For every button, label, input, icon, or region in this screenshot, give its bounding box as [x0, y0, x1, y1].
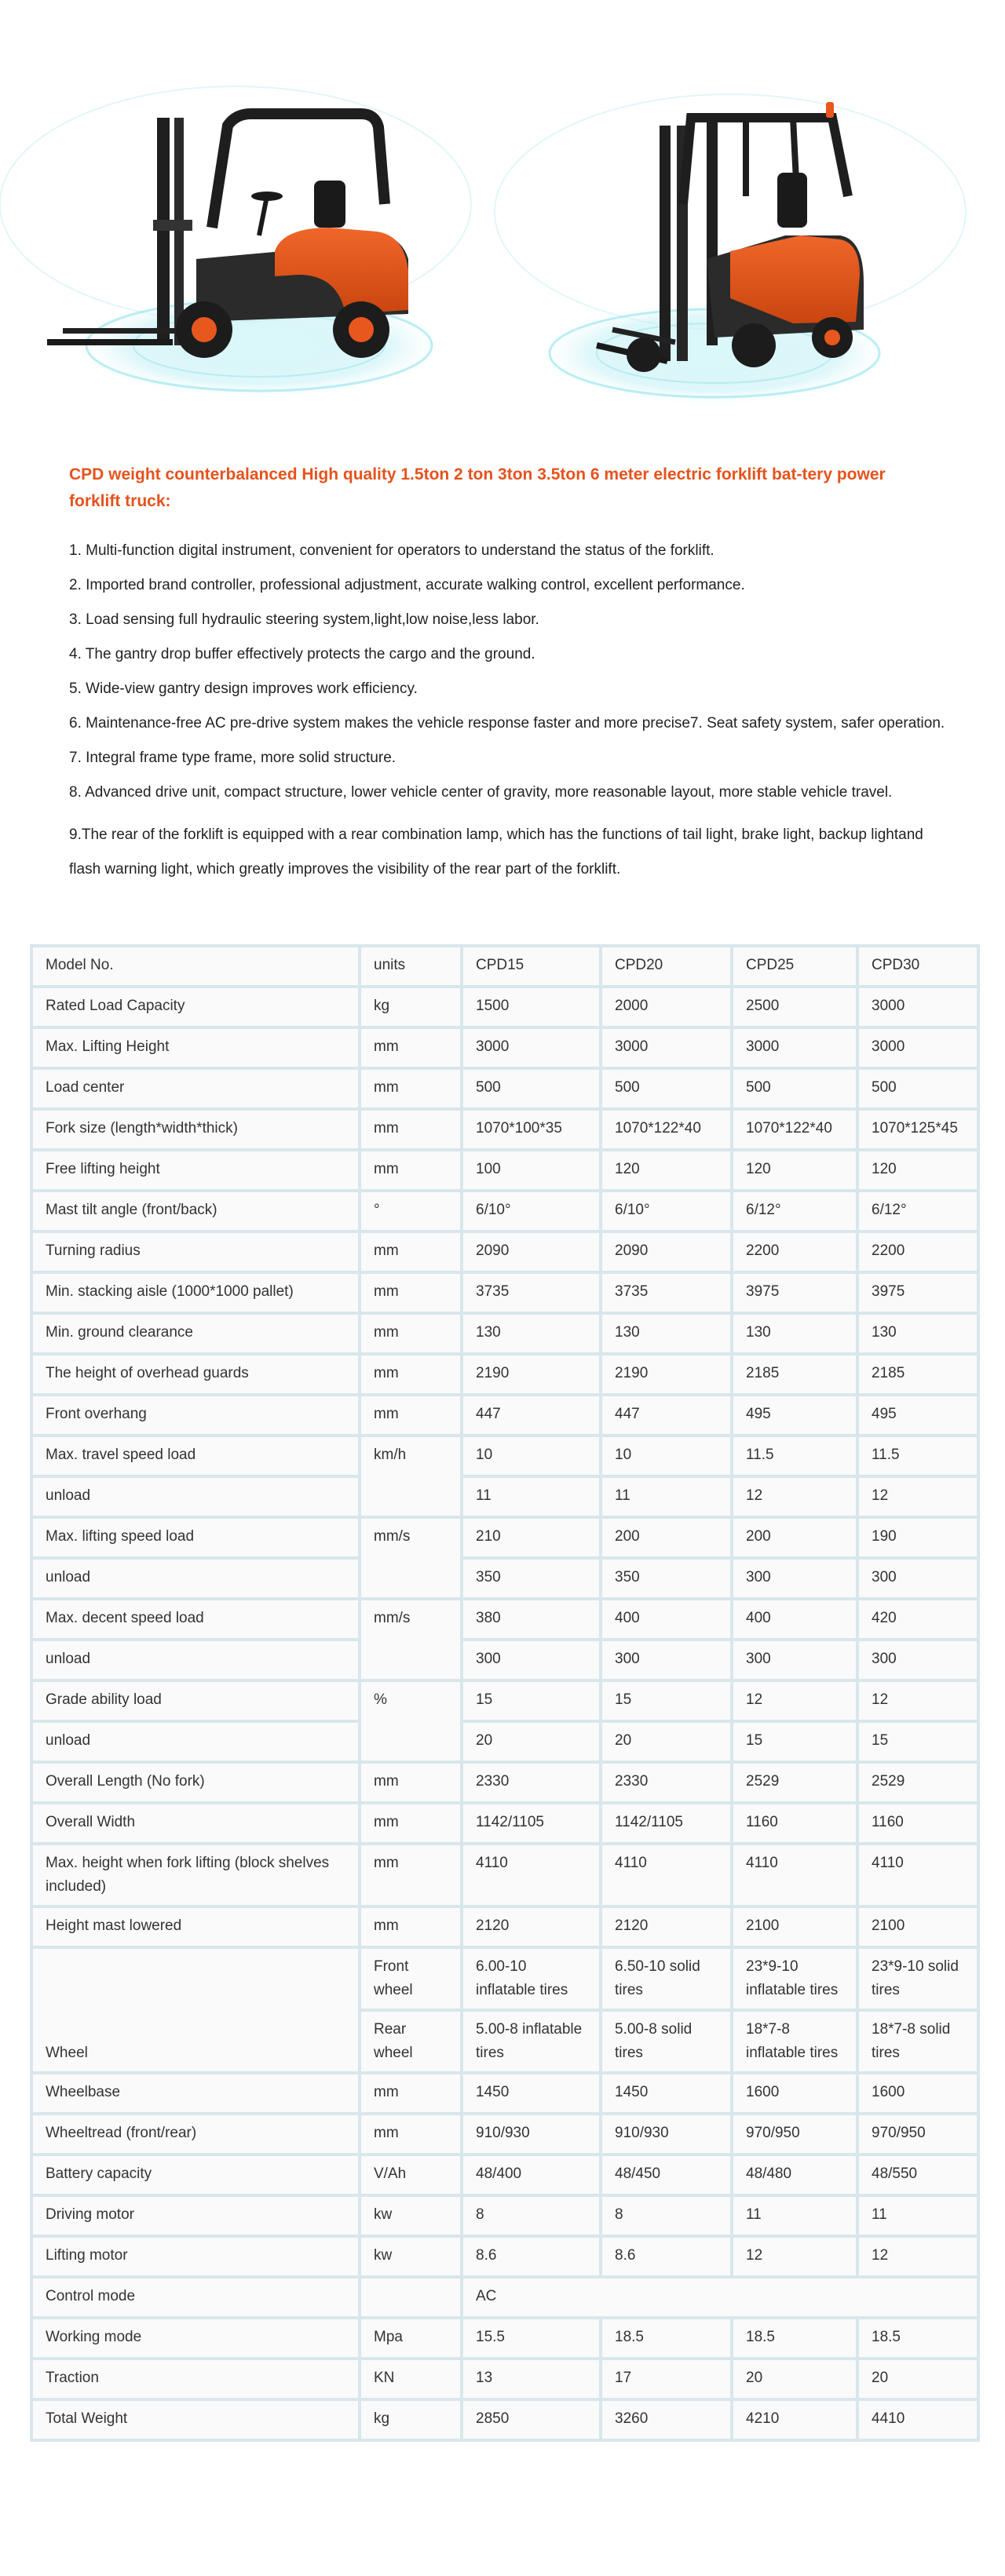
product-title: CPD weight counterbalanced High quality 1.5ton 2 ton 3ton 3.5ton 6 meter electric forklift bat-tery power forklift truck:	[69, 465, 886, 510]
table-cell: 6/10°	[462, 1191, 601, 1231]
table-cell: 400	[601, 1599, 732, 1640]
table-row	[31, 1680, 978, 1721]
table-cell: Overall Length (No fork)	[31, 1762, 360, 1803]
table-cell: 6.00-10 inflatable tires	[462, 1947, 601, 2010]
table-cell: mm	[360, 2114, 462, 2155]
table-row	[31, 1844, 978, 1906]
table-cell: 15	[462, 1680, 601, 1721]
table-cell: 11	[462, 1476, 601, 1517]
table-cell: unload	[31, 1476, 360, 1517]
table-row	[31, 946, 978, 987]
table-cell: 130	[601, 1313, 732, 1354]
table-cell: 1600	[857, 2073, 978, 2114]
table-cell: 2090	[462, 1231, 601, 1272]
table-cell: mm	[360, 1803, 462, 1844]
table-cell: 15	[732, 1721, 857, 1762]
table-cell: Mast tilt angle (front/back)	[31, 1191, 360, 1231]
table-cell: Lifting motor	[31, 2236, 360, 2277]
table-cell: mm/s	[360, 1517, 462, 1599]
table-cell: 130	[857, 1313, 978, 1354]
table-cell: 2529	[857, 1762, 978, 1803]
table-cell: Max. decent speed load	[31, 1599, 360, 1640]
table-cell: 4210	[732, 2399, 857, 2440]
table-cell: 11	[732, 2195, 857, 2236]
table-cell: 3975	[857, 1272, 978, 1313]
table-row	[31, 2399, 978, 2440]
table-cell: 12	[857, 2236, 978, 2277]
table-cell: 11.5	[732, 1436, 857, 1476]
table-cell: 2529	[732, 1762, 857, 1803]
table-cell: mm	[360, 1027, 462, 1068]
forklift-illustration	[0, 0, 1005, 424]
table-cell: 12	[857, 1476, 978, 1517]
table-cell: 2090	[601, 1231, 732, 1272]
table-cell: 4110	[462, 1844, 601, 1906]
table-row	[31, 1803, 978, 1844]
table-cell: 3000	[601, 1027, 732, 1068]
table-cell: 300	[857, 1640, 978, 1680]
table-cell: 1160	[857, 1803, 978, 1844]
table-cell: Wheel	[31, 1947, 360, 2073]
table-row	[31, 2073, 978, 2114]
table-cell: unload	[31, 1558, 360, 1599]
table-cell: 11	[601, 1476, 732, 1517]
table-row	[31, 1517, 978, 1558]
table-cell: unload	[31, 1721, 360, 1762]
table-cell: Front overhang	[31, 1395, 360, 1436]
table-row	[31, 1109, 978, 1150]
table-row	[31, 1313, 978, 1354]
table-cell: 1160	[732, 1803, 857, 1844]
table-cell: 190	[857, 1517, 978, 1558]
table-cell: 8	[462, 2195, 601, 2236]
table-cell: mm	[360, 2073, 462, 2114]
table-cell: mm	[360, 1844, 462, 1906]
table-cell: Fork size (length*width*thick)	[31, 1109, 360, 1150]
table-cell: Free lifting height	[31, 1150, 360, 1191]
table-cell: 1070*125*45	[857, 1109, 978, 1150]
feature-item: 9.The rear of the forklift is equipped with a rear combination lamp, which has the functions of tail light, brake light, backup lightand flash warning light, which greatly improves the visibility of the rear part of the forklift.	[69, 826, 923, 878]
table-cell: 210	[462, 1517, 601, 1558]
table-cell: kg	[360, 2399, 462, 2440]
table-cell: 20	[732, 2359, 857, 2399]
table-row	[31, 1150, 978, 1191]
table-cell: km/h	[360, 1436, 462, 1517]
table-cell: 495	[732, 1395, 857, 1436]
table-cell: 3000	[462, 1027, 601, 1068]
product-hero-image	[0, 0, 1005, 424]
specification-table-wrapper	[30, 944, 977, 2442]
table-cell: 8.6	[462, 2236, 601, 2277]
table-cell: 10	[601, 1436, 732, 1476]
table-cell: 130	[462, 1313, 601, 1354]
table-cell: mm	[360, 1109, 462, 1150]
table-row	[31, 1027, 978, 1068]
table-cell: 5.00-8 solid tires	[601, 2010, 732, 2073]
table-cell: 11	[857, 2195, 978, 2236]
table-cell: 447	[462, 1395, 601, 1436]
table-cell: Driving motor	[31, 2195, 360, 2236]
table-row	[31, 1947, 978, 2010]
table-row	[31, 1395, 978, 1436]
table-row	[31, 2155, 978, 2195]
table-cell: 3735	[601, 1272, 732, 1313]
table-cell: Overall Width	[31, 1803, 360, 1844]
table-row	[31, 2114, 978, 2155]
table-cell: 6.50-10 solid tires	[601, 1947, 732, 2010]
table-cell: 4110	[601, 1844, 732, 1906]
table-cell: °	[360, 1191, 462, 1231]
table-cell: mm	[360, 1762, 462, 1803]
table-cell: 12	[732, 1680, 857, 1721]
table-cell: Wheelbase	[31, 2073, 360, 2114]
table-cell: 10	[462, 1436, 601, 1476]
table-cell: Load center	[31, 1068, 360, 1109]
table-cell: mm	[360, 1354, 462, 1395]
table-row	[31, 2195, 978, 2236]
table-cell: 1450	[462, 2073, 601, 2114]
table-row	[31, 1640, 978, 1680]
table-cell: Model No.	[31, 946, 360, 987]
table-cell: 48/400	[462, 2155, 601, 2195]
table-cell: Rear wheel	[360, 2010, 462, 2073]
table-cell: 2190	[601, 1354, 732, 1395]
table-cell: 17	[601, 2359, 732, 2399]
table-cell: Total Weight	[31, 2399, 360, 2440]
table-cell: 4110	[857, 1844, 978, 1906]
table-row	[31, 1354, 978, 1395]
table-cell: 350	[462, 1558, 601, 1599]
table-cell: Min. ground clearance	[31, 1313, 360, 1354]
feature-list	[69, 542, 948, 887]
table-cell: 5.00-8 inflatable tires	[462, 2010, 601, 2073]
table-cell: Height mast lowered	[31, 1906, 360, 1947]
feature-item: 4. The gantry drop buffer effectively protects the cargo and the ground.	[69, 646, 535, 662]
table-cell: 1142/1105	[462, 1803, 601, 1844]
table-cell: 20	[462, 1721, 601, 1762]
table-cell: mm	[360, 1313, 462, 1354]
table-cell: 6/12°	[732, 1191, 857, 1231]
table-cell: 1070*122*40	[732, 1109, 857, 1150]
table-cell: AC	[462, 2277, 978, 2318]
table-cell: 1450	[601, 2073, 732, 2114]
table-cell: 350	[601, 1558, 732, 1599]
table-row	[31, 1762, 978, 1803]
table-cell: 3975	[732, 1272, 857, 1313]
table-cell: mm	[360, 1150, 462, 1191]
table-cell: mm	[360, 1272, 462, 1313]
table-cell: 1070*100*35	[462, 1109, 601, 1150]
table-cell: Min. stacking aisle (1000*1000 pallet)	[31, 1272, 360, 1313]
table-row	[31, 2318, 978, 2359]
table-cell: 1142/1105	[601, 1803, 732, 1844]
table-cell: 120	[732, 1150, 857, 1191]
table-cell: 3000	[857, 987, 978, 1027]
table-cell: 48/480	[732, 2155, 857, 2195]
table-cell	[360, 2277, 462, 2318]
table-cell: 1600	[732, 2073, 857, 2114]
table-cell: 120	[857, 1150, 978, 1191]
table-cell: 970/950	[732, 2114, 857, 2155]
table-row	[31, 1191, 978, 1231]
table-cell: 20	[857, 2359, 978, 2399]
table-cell: unload	[31, 1640, 360, 1680]
table-cell: 500	[601, 1068, 732, 1109]
table-row	[31, 1272, 978, 1313]
table-cell: Max. height when fork lifting (block shelves included)	[31, 1844, 360, 1906]
table-cell: 18.5	[732, 2318, 857, 2359]
table-cell: CPD25	[732, 946, 857, 987]
table-cell: 1070*122*40	[601, 1109, 732, 1150]
table-row	[31, 2359, 978, 2399]
table-cell: 15	[857, 1721, 978, 1762]
table-cell: 23*9-10 inflatable tires	[732, 1947, 857, 2010]
table-cell: Working mode	[31, 2318, 360, 2359]
table-cell: 8	[601, 2195, 732, 2236]
table-cell: 18*7-8 inflatable tires	[732, 2010, 857, 2073]
table-cell: 380	[462, 1599, 601, 1640]
table-cell: Rated Load Capacity	[31, 987, 360, 1027]
feature-item: 3. Load sensing full hydraulic steering system,light,low noise,less labor.	[69, 611, 539, 628]
feature-item: 8. Advanced drive unit, compact structure, lower vehicle center of gravity, more reasonable layout, more stable vehicle travel.	[69, 784, 893, 801]
table-row	[31, 1476, 978, 1517]
table-row	[31, 1231, 978, 1272]
table-cell: 910/930	[462, 2114, 601, 2155]
table-cell: 3260	[601, 2399, 732, 2440]
table-cell: mm	[360, 1395, 462, 1436]
table-cell: 48/450	[601, 2155, 732, 2195]
feature-item: 5. Wide-view gantry design improves work efficiency.	[69, 680, 418, 697]
table-cell: 3000	[732, 1027, 857, 1068]
table-cell: 200	[732, 1517, 857, 1558]
table-cell: CPD30	[857, 946, 978, 987]
table-cell: 300	[732, 1640, 857, 1680]
table-cell: 2330	[462, 1762, 601, 1803]
table-cell: 13	[462, 2359, 601, 2399]
table-cell: 2500	[732, 987, 857, 1027]
table-cell: Control mode	[31, 2277, 360, 2318]
table-cell: 2200	[857, 1231, 978, 1272]
table-cell: CPD15	[462, 946, 601, 987]
table-cell: 400	[732, 1599, 857, 1640]
table-cell: 2190	[462, 1354, 601, 1395]
table-cell: 11.5	[857, 1436, 978, 1476]
table-cell: kw	[360, 2195, 462, 2236]
table-cell: 2100	[857, 1906, 978, 1947]
table-cell: 12	[732, 2236, 857, 2277]
table-cell: 48/550	[857, 2155, 978, 2195]
table-row	[31, 1558, 978, 1599]
table-row	[31, 2277, 978, 2318]
feature-item: 6. Maintenance-free AC pre-drive system makes the vehicle response faster and more precise7. Seat safety system, safer operation.	[69, 715, 945, 732]
table-cell: 2185	[857, 1354, 978, 1395]
table-cell: 100	[462, 1150, 601, 1191]
table-cell: The height of overhead guards	[31, 1354, 360, 1395]
table-cell: mm	[360, 1906, 462, 1947]
table-cell: 20	[601, 1721, 732, 1762]
table-cell: 130	[732, 1313, 857, 1354]
table-cell: Grade ability load	[31, 1680, 360, 1721]
table-cell: 300	[462, 1640, 601, 1680]
table-cell: Wheeltread (front/rear)	[31, 2114, 360, 2155]
table-cell: 12	[857, 1680, 978, 1721]
table-cell: 15	[601, 1680, 732, 1721]
table-cell: 12	[732, 1476, 857, 1517]
table-cell: V/Ah	[360, 2155, 462, 2195]
table-cell: Max. lifting speed load	[31, 1517, 360, 1558]
table-cell: 8.6	[601, 2236, 732, 2277]
table-cell: 200	[601, 1517, 732, 1558]
table-cell: Traction	[31, 2359, 360, 2399]
table-row	[31, 1906, 978, 1947]
feature-item: 7. Integral frame type frame, more solid structure.	[69, 750, 397, 766]
table-cell: 2100	[732, 1906, 857, 1947]
table-cell: Battery capacity	[31, 2155, 360, 2195]
table-row	[31, 2236, 978, 2277]
table-cell: 420	[857, 1599, 978, 1640]
table-cell: 2850	[462, 2399, 601, 2440]
table-cell: Max. Lifting Height	[31, 1027, 360, 1068]
table-cell: 15.5	[462, 2318, 601, 2359]
table-cell: 2120	[601, 1906, 732, 1947]
table-cell: 1500	[462, 987, 601, 1027]
table-cell: 6/12°	[857, 1191, 978, 1231]
table-cell: units	[360, 946, 462, 987]
table-cell: 500	[462, 1068, 601, 1109]
table-cell: 6/10°	[601, 1191, 732, 1231]
table-cell: 3000	[857, 1027, 978, 1068]
table-cell: Max. travel speed load	[31, 1436, 360, 1476]
table-cell: 970/950	[857, 2114, 978, 2155]
table-cell: 910/930	[601, 2114, 732, 2155]
specification-table	[30, 944, 980, 2442]
table-row	[31, 1599, 978, 1640]
table-row	[31, 1068, 978, 1109]
table-cell: %	[360, 1680, 462, 1762]
table-cell: Front wheel	[360, 1947, 462, 2010]
table-cell: 23*9-10 solid tires	[857, 1947, 978, 2010]
feature-item: 2. Imported brand controller, professional adjustment, accurate walking control, excellent performance.	[69, 577, 745, 593]
table-cell: 2000	[601, 987, 732, 1027]
table-cell: 300	[601, 1640, 732, 1680]
table-cell: CPD20	[601, 946, 732, 987]
table-cell: kw	[360, 2236, 462, 2277]
table-row	[31, 987, 978, 1027]
table-cell: 18.5	[601, 2318, 732, 2359]
table-cell: 4410	[857, 2399, 978, 2440]
table-cell: 2330	[601, 1762, 732, 1803]
table-cell: Turning radius	[31, 1231, 360, 1272]
table-cell: 2120	[462, 1906, 601, 1947]
table-cell: 500	[857, 1068, 978, 1109]
table-cell: 120	[601, 1150, 732, 1191]
table-row	[31, 1436, 978, 1476]
table-cell: 3735	[462, 1272, 601, 1313]
table-cell: 2200	[732, 1231, 857, 1272]
table-row	[31, 1721, 978, 1762]
table-cell: 2185	[732, 1354, 857, 1395]
table-cell: 500	[732, 1068, 857, 1109]
table-cell: KN	[360, 2359, 462, 2399]
table-cell: 447	[601, 1395, 732, 1436]
table-cell: Mpa	[360, 2318, 462, 2359]
table-cell: 18*7-8 solid tires	[857, 2010, 978, 2073]
table-cell: mm	[360, 1231, 462, 1272]
table-cell: mm/s	[360, 1599, 462, 1680]
table-cell: kg	[360, 987, 462, 1027]
table-cell: 300	[857, 1558, 978, 1599]
table-cell: 300	[732, 1558, 857, 1599]
table-cell: 18.5	[857, 2318, 978, 2359]
table-cell: mm	[360, 1068, 462, 1109]
table-cell: 495	[857, 1395, 978, 1436]
feature-item: 1. Multi-function digital instrument, convenient for operators to understand the status of the forklift.	[69, 542, 714, 559]
table-cell: 4110	[732, 1844, 857, 1906]
